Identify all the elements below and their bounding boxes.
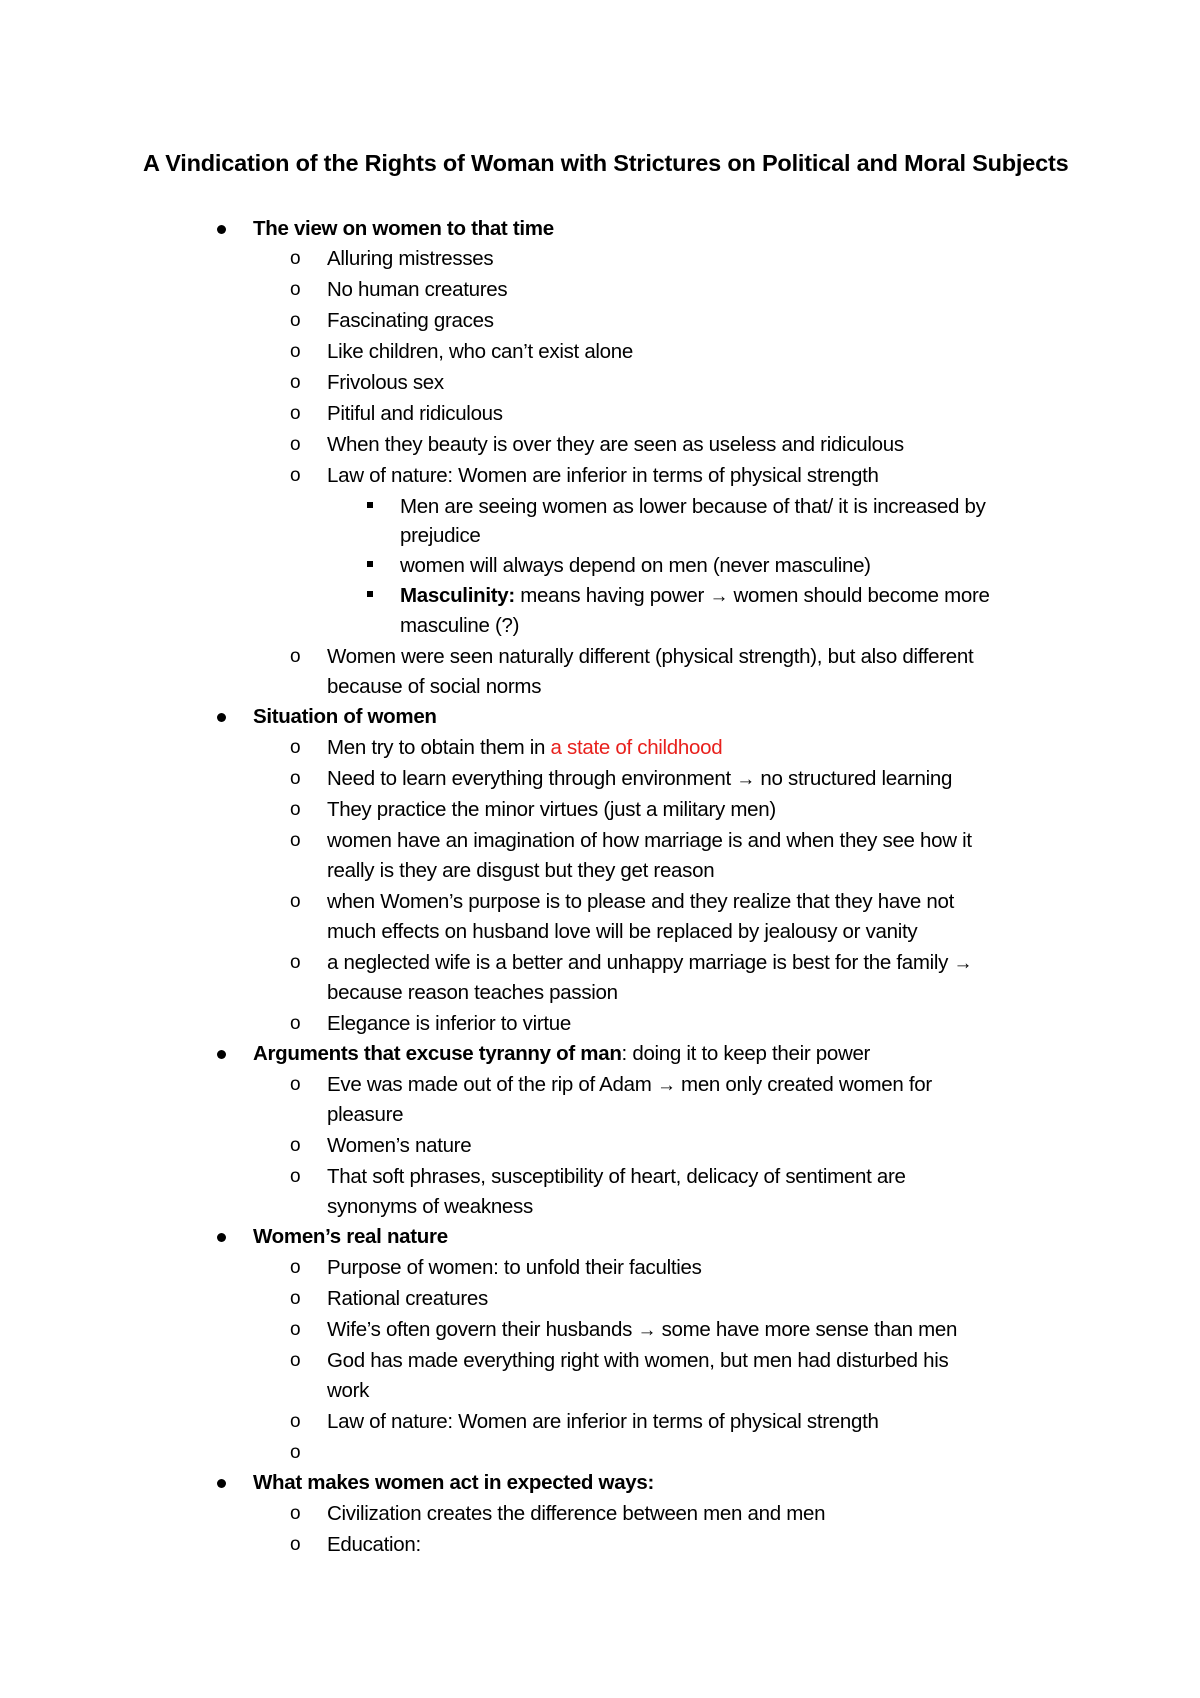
subbullet-marker: o	[290, 1503, 301, 1524]
nested-item	[400, 581, 990, 612]
subbullet-marker: o	[290, 1442, 301, 1463]
list-item-text: Wife’s often govern their husbands	[327, 1318, 633, 1341]
list-item-text: Eve was made out of the rip of Adam	[327, 1073, 652, 1096]
subbullet-marker: o	[290, 646, 301, 667]
list-item-continuation: synonyms of weakness	[327, 1195, 533, 1218]
arrow-icon: →	[637, 1320, 657, 1341]
subbullet-marker: o	[290, 1074, 301, 1095]
section-heading: The view on women to that time	[253, 217, 554, 240]
list-item-text: Need to learn everything through environment	[327, 767, 731, 790]
list-item: Elegance is inferior to virtue	[327, 1012, 571, 1035]
list-item-continuation: really is they are disgust but they get reason	[327, 859, 715, 882]
subbullet-marker: o	[290, 737, 301, 758]
list-item	[327, 1315, 957, 1346]
nested-item-continuation: prejudice	[400, 524, 481, 547]
consequence-text: men only created women for	[675, 1073, 932, 1096]
list-item: Fascinating graces	[327, 309, 494, 332]
list-item: Law of nature: Women are inferior in terms of physical strength	[327, 1410, 879, 1433]
list-item: That soft phrases, susceptibility of heart, delicacy of sentiment are	[327, 1165, 906, 1188]
subbullet-marker: o	[290, 1350, 301, 1371]
list-item-continuation: work	[327, 1379, 370, 1402]
arrow-icon: →	[709, 586, 729, 607]
list-item: God has made everything right with women, but men had disturbed his	[327, 1349, 949, 1372]
list-item	[327, 764, 952, 795]
list-item: Rational creatures	[327, 1287, 488, 1310]
consequence-text: no structured learning	[755, 767, 953, 790]
list-item: Women’s nature	[327, 1134, 472, 1157]
subbullet-marker: o	[290, 434, 301, 455]
subbullet-marker: o	[290, 1411, 301, 1432]
definition-text: means having power	[514, 584, 705, 607]
subbullet-marker: o	[290, 799, 301, 820]
highlighted-phrase: a state of childhood	[550, 736, 723, 759]
list-item: Women were seen naturally different (physical strength), but also different	[327, 645, 974, 668]
subbullet-marker: o	[290, 341, 301, 362]
list-item: Education:	[327, 1533, 421, 1556]
bullet-marker	[217, 713, 226, 722]
document-title: A Vindication of the Rights of Woman with Strictures on Political and Moral Subjects	[143, 150, 1069, 176]
subbullet-marker: o	[290, 403, 301, 424]
subbullet-marker: o	[290, 1135, 301, 1156]
subbullet-marker: o	[290, 891, 301, 912]
list-item: Alluring mistresses	[327, 247, 494, 270]
square-marker	[367, 561, 373, 567]
section-heading-rest: : doing it to keep their power	[621, 1042, 871, 1065]
list-item: They practice the minor virtues (just a military men)	[327, 798, 776, 821]
list-item: Law of nature: Women are inferior in terms of physical strength	[327, 464, 879, 487]
subbullet-marker: o	[290, 465, 301, 486]
section-heading: Women’s real nature	[253, 1225, 448, 1248]
nested-item-continuation: masculine (?)	[400, 614, 520, 637]
subbullet-marker: o	[290, 1319, 301, 1340]
arrow-icon: →	[953, 953, 973, 974]
list-item-continuation: pleasure	[327, 1103, 404, 1126]
list-item	[327, 733, 722, 763]
list-item: Civilization creates the difference between men and men	[327, 1502, 826, 1525]
list-item	[327, 1070, 932, 1101]
consequence-text: women should become more	[728, 584, 990, 607]
subbullet-marker: o	[290, 1288, 301, 1309]
list-item-continuation: because of social norms	[327, 675, 542, 698]
list-item: Purpose of women: to unfold their faculties	[327, 1256, 702, 1279]
section-heading: Situation of women	[253, 705, 437, 728]
list-item: Pitiful and ridiculous	[327, 402, 503, 425]
subbullet-marker: o	[290, 1166, 301, 1187]
consequence-text: some have more sense than men	[656, 1318, 958, 1341]
list-item-text: Men try to obtain them in	[327, 736, 551, 759]
section-heading-bold: Arguments that excuse tyranny of man	[253, 1042, 622, 1065]
subbullet-marker: o	[290, 768, 301, 789]
list-item: Frivolous sex	[327, 371, 444, 394]
list-item-text: a neglected wife is a better and unhappy marriage is best for the family	[327, 951, 949, 974]
nested-item: women will always depend on men (never masculine)	[400, 554, 871, 577]
subbullet-marker: o	[290, 248, 301, 269]
subbullet-marker: o	[290, 830, 301, 851]
section-heading	[253, 1039, 870, 1069]
list-item: No human creatures	[327, 278, 508, 301]
subbullet-marker: o	[290, 1013, 301, 1034]
arrow-icon: →	[656, 1075, 676, 1096]
list-item	[327, 948, 972, 979]
subbullet-marker: o	[290, 952, 301, 973]
bullet-marker	[217, 1233, 226, 1242]
list-item: When they beauty is over they are seen as useless and ridiculous	[327, 433, 904, 456]
subbullet-marker: o	[290, 310, 301, 331]
section-heading: What makes women act in expected ways:	[253, 1471, 655, 1494]
list-item: women have an imagination of how marriage is and when they see how it	[327, 829, 972, 852]
square-marker	[367, 502, 373, 508]
subbullet-marker: o	[290, 372, 301, 393]
term-masculinity: Masculinity:	[400, 584, 515, 607]
bullet-marker	[217, 1479, 226, 1488]
subbullet-marker: o	[290, 1257, 301, 1278]
list-item: Like children, who can’t exist alone	[327, 340, 633, 363]
bullet-marker	[217, 1050, 226, 1059]
list-item: when Women’s purpose is to please and they realize that they have not	[327, 890, 954, 913]
list-item-continuation: much effects on husband love will be replaced by jealousy or vanity	[327, 920, 918, 943]
bullet-marker	[217, 225, 226, 234]
nested-item: Men are seeing women as lower because of that/ it is increased by	[400, 495, 986, 518]
arrow-icon: →	[736, 769, 755, 790]
square-marker	[367, 591, 373, 597]
subbullet-marker: o	[290, 279, 301, 300]
list-item-continuation: because reason teaches passion	[327, 981, 618, 1004]
subbullet-marker: o	[290, 1534, 301, 1555]
